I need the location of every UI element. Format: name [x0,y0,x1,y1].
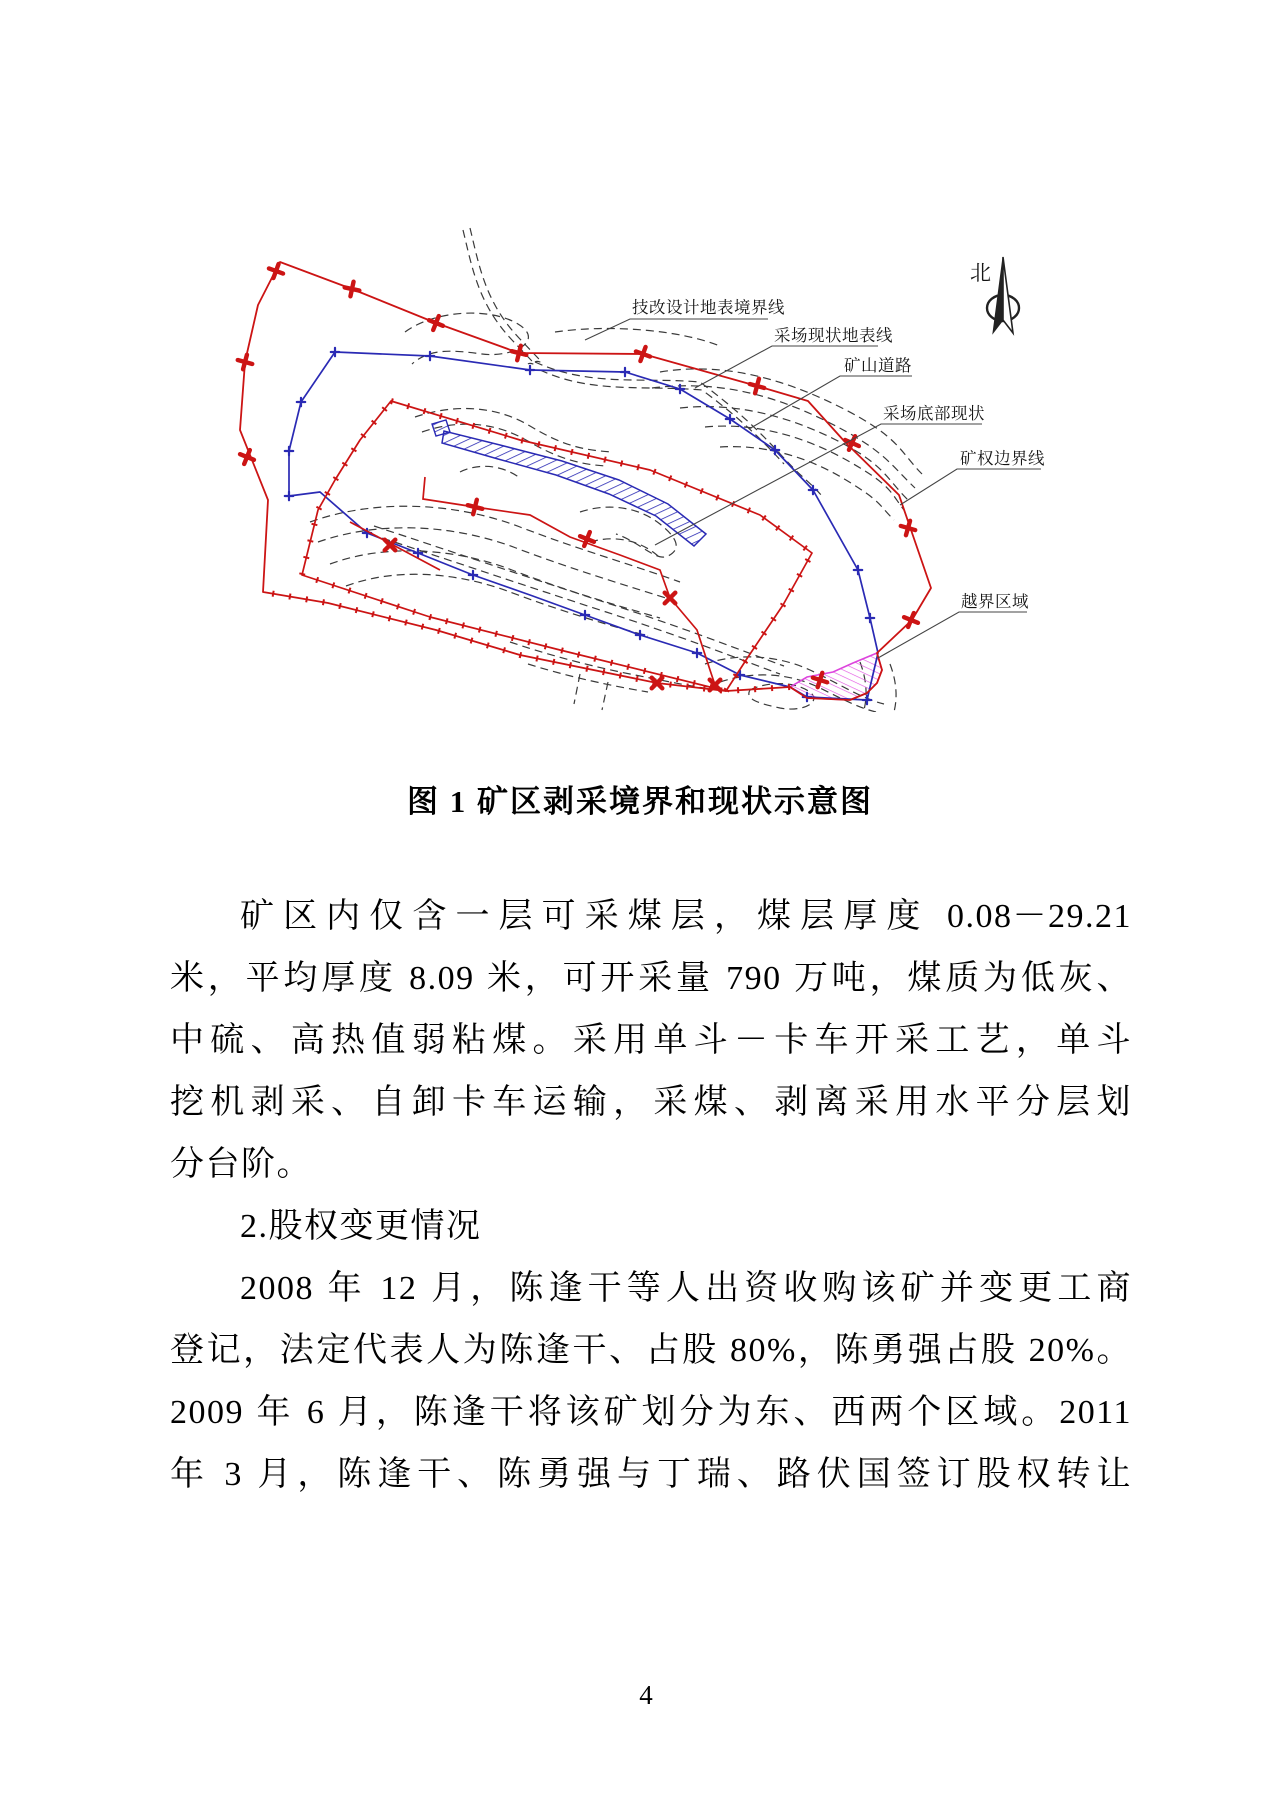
map-labels [632,298,1045,611]
pit-bottom-hatched-band [432,420,706,546]
label-overrun-area: 越界区域 [961,592,1029,611]
body-line: 分台阶。 [170,1146,312,1183]
label-current-surface: 采场现状地表线 [774,326,893,345]
north-arrow [970,257,1019,333]
label-pit-bottom: 采场底部现状 [883,404,985,423]
blue-survey-marks [285,348,874,704]
body-line: 中硫、高热值弱粘煤。采用单斗－卡车开采工艺，单斗 [170,1022,1132,1059]
body-line: 2008 年 12 月，陈逢干等人出资收购该矿并变更工商 [240,1270,1132,1307]
body-line: 矿区内仅含一层可采煤层，煤层厚度 0.08－29.21 [240,898,1132,935]
mine-map-figure [160,212,1060,712]
body-text [170,886,1132,1506]
body-line: 登记，法定代表人为陈逢干、占股 80%，陈勇强占股 20%。 [170,1332,1132,1369]
body-line: 年 3 月，陈逢干、陈勇强与丁瑞、路伏国签订股权转让 [170,1456,1132,1493]
terrain-contour-lines [310,228,922,712]
label-mining-right-boundary: 矿权边界线 [960,449,1045,468]
figure-caption: 图 1 矿区剥采境界和现状示意图 [407,784,873,819]
label-mine-road: 矿山道路 [844,356,912,375]
mine-map-drawing [160,212,1060,712]
section-heading: 2.股权变更情况 [240,1208,482,1245]
label-design-boundary: 技改设计地表境界线 [632,298,785,317]
body-line: 挖机剥采、自卸卡车运输，采煤、剥离采用水平分层划 [170,1084,1132,1121]
north-label: 北 [970,261,991,285]
body-line: 米，平均厚度 8.09 米，可开采量 790 万吨，煤质为低灰、 [170,960,1132,997]
current-surface-line [285,348,878,704]
page-number: 4 [639,1680,653,1710]
body-line: 2009 年 6 月，陈逢干将该矿划分为东、西两个区域。2011 [170,1394,1132,1431]
